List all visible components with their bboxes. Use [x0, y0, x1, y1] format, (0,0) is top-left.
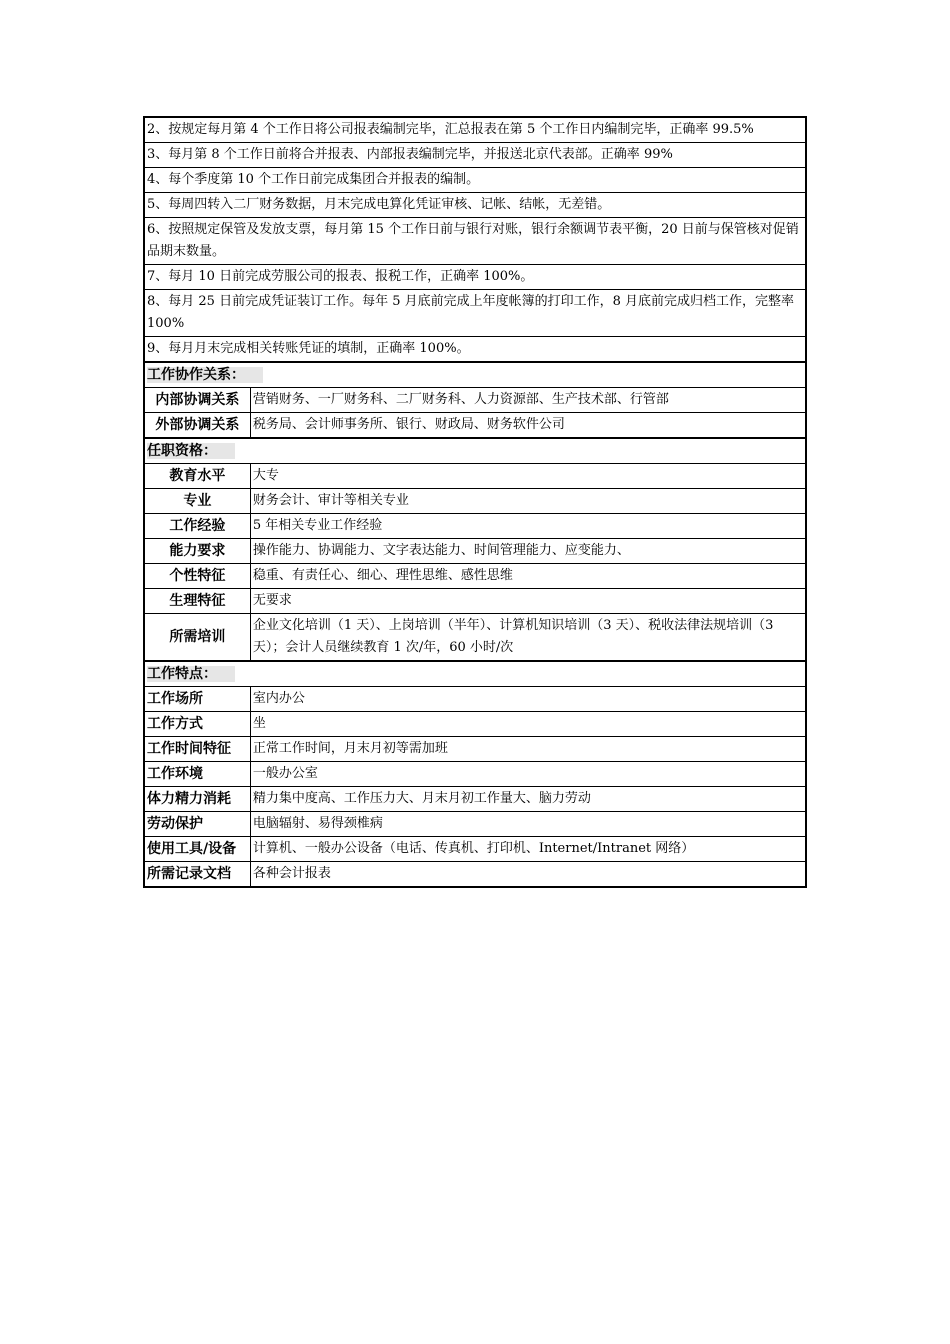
row-label: 劳动保护 [144, 812, 250, 837]
row-value: 电脑辐射、易得颈椎病 [250, 812, 806, 837]
row-label: 工作场所 [144, 687, 250, 712]
qualification-row [144, 539, 806, 564]
row-label: 个性特征 [144, 564, 250, 589]
job-description-page [143, 116, 807, 888]
qualification-row [144, 614, 806, 662]
row-label: 外部协调关系 [144, 413, 250, 439]
row-value: 税务局、会计师事务所、银行、财政局、财务软件公司 [250, 413, 806, 439]
feature-row [144, 787, 806, 812]
row-value: 操作能力、协调能力、文字表达能力、时间管理能力、应变能力、 [250, 539, 806, 564]
row-value: 大专 [250, 464, 806, 489]
duty-text: 2、按规定每月第 4 个工作日将公司报表编制完毕，汇总报表在第 5 个工作日内编制完毕，正确率 99.5% [144, 117, 806, 143]
feature-row [144, 712, 806, 737]
feature-row [144, 812, 806, 837]
qualification-row [144, 489, 806, 514]
section-title: 任职资格： [147, 443, 235, 459]
job-description-table [143, 116, 807, 888]
section-header-qualifications [144, 438, 806, 464]
section-title: 工作协作关系： [147, 367, 263, 383]
duty-row [144, 168, 806, 193]
duty-text: 8、每月 25 日前完成凭证装订工作。每年 5 月底前完成上年度帐簿的打印工作，8 月底前完成归档工作，完整率 100% [144, 290, 806, 337]
duty-row [144, 143, 806, 168]
row-value: 稳重、有责任心、细心、理性思维、感性思维 [250, 564, 806, 589]
row-value: 室内办公 [250, 687, 806, 712]
row-value: 财务会计、审计等相关专业 [250, 489, 806, 514]
collab-row [144, 413, 806, 439]
feature-row [144, 687, 806, 712]
row-value: 无要求 [250, 589, 806, 614]
duty-row [144, 218, 806, 265]
duty-text: 5、每周四转入二厂财务数据，月末完成电算化凭证审核、记帐、结帐，无差错。 [144, 193, 806, 218]
row-label: 专业 [144, 489, 250, 514]
row-value: 计算机、一般办公设备（电话、传真机、打印机、Internet/Intranet 网络） [250, 837, 806, 862]
duty-text: 3、每月第 8 个工作日前将合并报表、内部报表编制完毕，并报送北京代表部。正确率 99% [144, 143, 806, 168]
row-value: 营销财务、一厂财务科、二厂财务科、人力资源部、生产技术部、行管部 [250, 388, 806, 413]
feature-row [144, 737, 806, 762]
duty-text: 9、每月月末完成相关转账凭证的填制，正确率 100%。 [144, 337, 806, 363]
section-header-features [144, 661, 806, 687]
section-title: 工作特点： [147, 666, 235, 682]
qualification-row [144, 589, 806, 614]
row-label: 生理特征 [144, 589, 250, 614]
row-value: 各种会计报表 [250, 862, 806, 888]
duty-text: 6、按照规定保管及发放支票，每月第 15 个工作日前与银行对账，银行余额调节表平衡，20 日前与保管核对促销品期末数量。 [144, 218, 806, 265]
feature-row [144, 837, 806, 862]
row-value: 坐 [250, 712, 806, 737]
collab-row [144, 388, 806, 413]
row-label: 教育水平 [144, 464, 250, 489]
row-value: 一般办公室 [250, 762, 806, 787]
row-label: 工作经验 [144, 514, 250, 539]
feature-row [144, 762, 806, 787]
row-label: 所需记录文档 [144, 862, 250, 888]
qualification-row [144, 564, 806, 589]
duty-row [144, 193, 806, 218]
duty-row [144, 117, 806, 143]
feature-row [144, 862, 806, 888]
duty-row [144, 290, 806, 337]
duty-row [144, 337, 806, 363]
row-value: 企业文化培训（1 天）、上岗培训（半年）、计算机知识培训（3 天）、税收法律法规培训（3 天）；会计人员继续教育 1 次/年，60 小时/次 [250, 614, 806, 662]
duty-text: 7、每月 10 日前完成劳服公司的报表、报税工作，正确率 100%。 [144, 265, 806, 290]
section-header-collab [144, 362, 806, 388]
row-label: 体力精力消耗 [144, 787, 250, 812]
row-label: 所需培训 [144, 614, 250, 662]
row-label: 能力要求 [144, 539, 250, 564]
duty-row [144, 265, 806, 290]
row-value: 5 年相关专业工作经验 [250, 514, 806, 539]
row-label: 工作环境 [144, 762, 250, 787]
row-label: 使用工具/设备 [144, 837, 250, 862]
row-label: 工作方式 [144, 712, 250, 737]
row-value: 精力集中度高、工作压力大、月末月初工作量大、脑力劳动 [250, 787, 806, 812]
qualification-row [144, 514, 806, 539]
row-label: 内部协调关系 [144, 388, 250, 413]
row-label: 工作时间特征 [144, 737, 250, 762]
qualification-row [144, 464, 806, 489]
row-value: 正常工作时间，月末月初等需加班 [250, 737, 806, 762]
duty-text: 4、每个季度第 10 个工作日前完成集团合并报表的编制。 [144, 168, 806, 193]
